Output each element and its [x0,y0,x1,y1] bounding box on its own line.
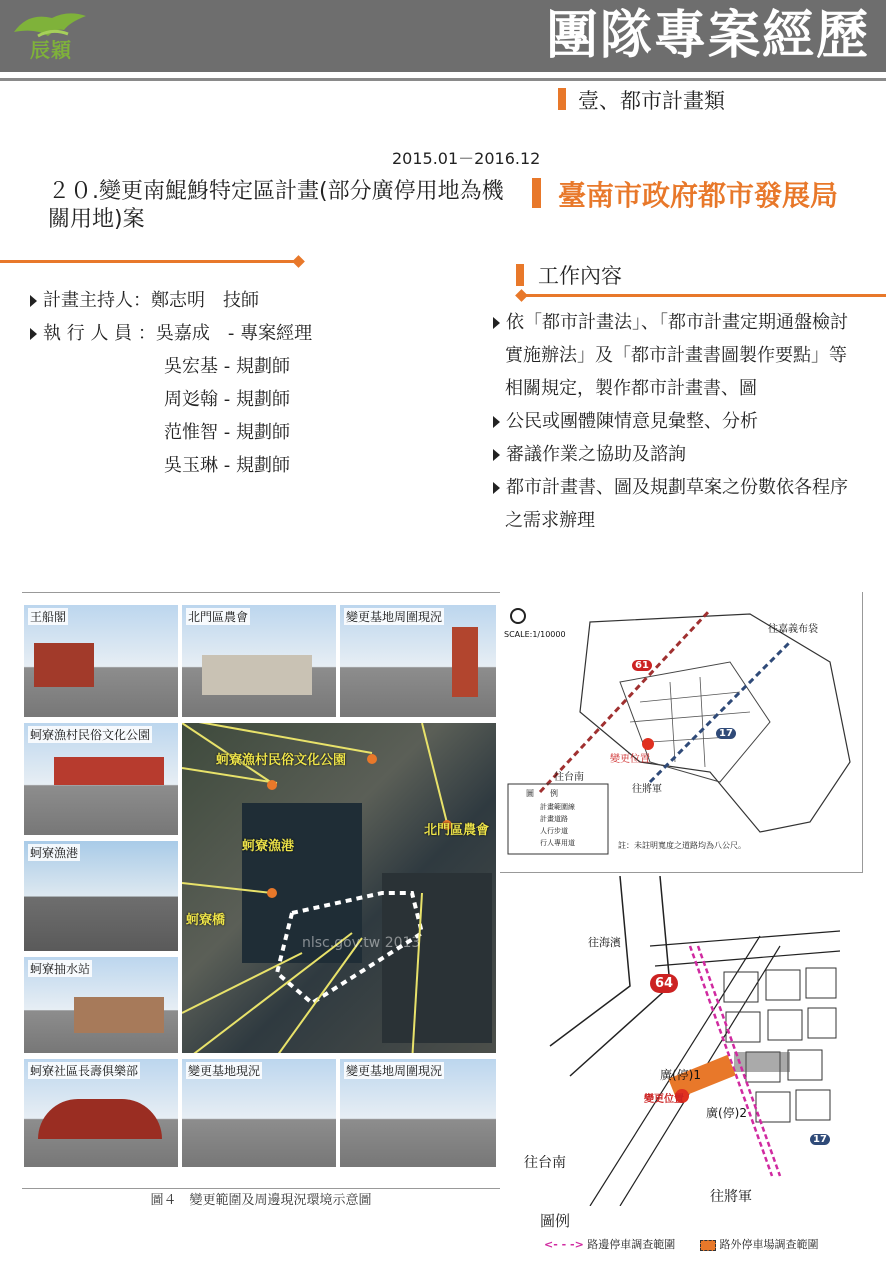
photo-label: 北門區農會 [188,610,249,624]
project-title: ２０.變更南鯤鯓特定區計畫(部分廣停用地為機關用地)案 [48,179,504,232]
right-divider [522,294,886,297]
route-shield-61: 61 [632,660,652,671]
bullet-icon [493,449,500,461]
header-divider [0,78,886,81]
client-marker [532,178,541,208]
photo-label: 變更基地周圍現況 [346,610,443,624]
map-legend-item: 路外停車場調查範圍 [700,1236,819,1252]
aerial-image [182,723,496,1053]
staff-item: 計畫主持人：鄭志明 技師 [30,284,312,317]
route-shield-17: 17 [716,728,736,739]
photo-tile [24,605,178,717]
map-label: 變更位置 [610,754,650,765]
aerial-label: 蚵寮橋 [186,913,226,928]
left-divider [0,260,298,263]
photo-tile [24,841,178,951]
aerial-label: 北門區農會 [424,823,490,838]
map-label: 往將軍 [632,784,662,795]
temple-shape [54,757,164,785]
map-label: 變更位置 [644,1094,684,1105]
photo-label: 蚵寮漁村民俗文化公園 [30,728,151,742]
location-map [500,592,863,873]
staff-list [30,284,312,482]
orange-area-icon [700,1240,716,1251]
map-legend-item: 計畫範圍線 [540,803,575,811]
work-item: 公民或團體陳情意見彙整、分析 [493,405,863,438]
photo-tile [182,1059,336,1167]
logo-text: 辰穎 [30,38,72,62]
photo-tile [340,1059,496,1167]
staff-item: 執 行 人 員 ：吳嘉成 - 專案經理 [30,317,312,350]
map-legend-item: 計畫道路 [540,815,568,823]
staff-item: 吳玉琳 - 規劃師 [164,455,290,476]
site-photo-collage [22,592,500,1208]
map-legend-title: 圖 例 [526,789,558,798]
photo-label: 蚵寮抽水站 [30,962,91,976]
work-item: 審議作業之協助及諮詢 [493,438,863,471]
staff-item: 范惟智 - 規劃師 [164,422,290,443]
bullet-icon [30,295,37,307]
bullet-icon [493,482,500,494]
parking-survey-map [510,876,840,1206]
photo-tile [24,957,178,1053]
bullet-icon [493,416,500,428]
dashed-arrow-icon: <- - -> [544,1238,584,1251]
map-label: 廣(停)1 [660,1068,701,1082]
figure-caption: 圖４ 變更範圍及周邊現況環境示意圖 [150,1193,372,1208]
work-section-marker [516,264,524,286]
client-name: 臺南市政府都市發展局 [558,179,839,212]
map-scale: SCALE:1/10000 [504,630,566,639]
pagoda-shape [452,627,478,697]
map-label: 往台南 [524,1155,566,1171]
temple-shape [34,643,94,687]
photo-label: 蚵寮漁港 [30,846,79,860]
photo-tile [24,1059,178,1167]
building-shape [74,997,164,1033]
map-note: 註：未註明寬度之道路均為八公尺。 [618,841,746,850]
photo-label: 變更基地周圍現況 [346,1064,443,1078]
photo-label: 蚵寮社區長壽俱樂部 [30,1064,139,1078]
map-label: 往將軍 [710,1189,752,1205]
aerial-label: 蚵寮漁村民俗文化公園 [216,753,347,768]
left-divider-dot [292,255,305,268]
project-period: 2015.01－2016.12 [392,149,541,168]
photo-tile [340,605,496,717]
work-list [493,306,863,537]
map-label: 廣(停)2 [706,1106,747,1120]
route-shield-64: 64 [650,974,678,993]
work-item: 依「都市計畫法」、「都市計畫定期通盤檢討實施辦法」及「都市計畫書圖製作要點」等相關規定，製作都市計畫書、圖 [493,306,863,405]
bullet-icon [30,328,37,340]
category-marker [558,88,566,110]
watermark: nlsc.gov.tw 2013 [302,935,421,951]
route-shield-17: 17 [810,1134,830,1145]
map-label: 往嘉義布袋 [768,624,818,635]
right-divider-dot [515,289,528,302]
bullet-icon [493,317,500,329]
photo-label: 變更基地現況 [188,1064,261,1078]
work-section-title: 工作內容 [538,264,622,288]
map-legend-item: 人行步道 [540,827,568,835]
photo-tile [24,723,178,835]
building-shape [38,1099,162,1139]
map-legend-item: <- - -> 路邊停車調查範圍 [544,1238,676,1251]
staff-item: 吳宏基 - 規劃師 [164,356,290,377]
map-label: 往海濱 [588,936,621,949]
category-label: 壹、都市計畫類 [578,89,725,113]
photo-tile [182,605,336,717]
aerial-overlay [182,723,496,1053]
map-legend-item: 行人專用道 [540,839,575,847]
staff-item: 周彣翰 - 規劃師 [164,389,290,410]
work-item: 都市計畫書、圖及規劃草案之份數依各程序之需求辦理 [493,471,863,537]
aerial-label: 蚵寮漁港 [242,839,295,854]
map-label: 往台南 [554,772,584,783]
photo-label: 王船閣 [30,610,67,624]
building-shape [202,655,312,695]
page-title: 團隊專案經歷 [545,5,870,66]
map-legend-title: 圖例 [540,1212,571,1230]
